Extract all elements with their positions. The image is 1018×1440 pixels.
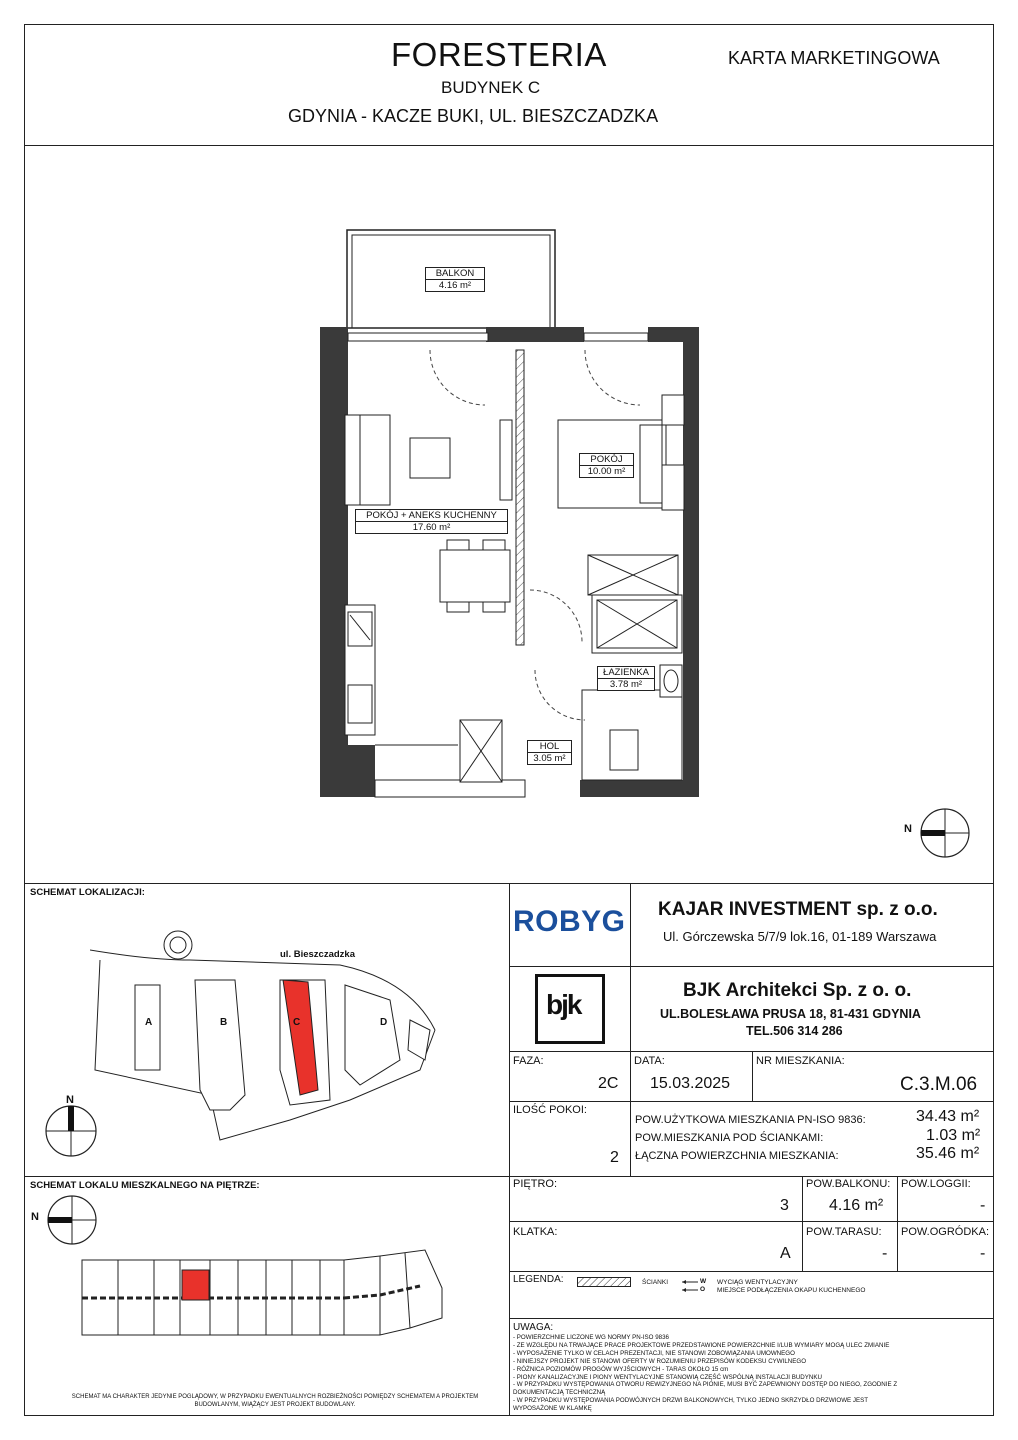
- legend-o-text: MIEJSCE PODŁĄCZENIA OKAPU KUCHENNEGO: [717, 1287, 866, 1294]
- loggia-label: POW.LOGGII:: [901, 1178, 971, 1190]
- note-item: - POWIERZCHNIE LICZONE WG NORMY PN-ISO 9836: [513, 1334, 669, 1341]
- faza-value: 2C: [598, 1075, 619, 1092]
- note-item: - W PRZYPADKU WYSTĘPOWANIA OTWORU REWIZYJNEGO NA PIONIE, MUSI BYĆ ZAPEWNIONY DOSTĘP DO NIEGO, ZGODNIE Z DOKUMENTACJĄ TECHNICZNĄ: [513, 1381, 898, 1397]
- compass-icon: [905, 808, 975, 860]
- note-item: - WYPOSAŻENIE TYLKO W CELACH PREZENTACJI, NIE STANOWI ZOBOWIĄZANIA UMOWNEGO: [513, 1349, 795, 1357]
- architect-name: BJK Architekci Sp. z o. o.: [683, 980, 912, 1001]
- architect-address: UL.BOLESŁAWA PRUSA 18, 81-431 GDYNIA: [660, 1007, 921, 1021]
- dining-table: [440, 550, 510, 602]
- project-title: FORESTERIA: [391, 36, 607, 73]
- note-item: - W PRZYPADKU WYSTĘPOWANIA PODWÓJNYCH DRZWI BALKONOWYCH, TYLKO JEDNO SKRZYDŁO DRZWIOWE JEST WYPOSAŻONE W KLAMKĘ: [513, 1397, 868, 1413]
- compass-letter: N: [904, 823, 912, 835]
- note-item: - ZE WZGLĘDU NA TRWAJĄCE PRACE PROJEKTOWE PRZEDSTAWIONE POWIERZCHNIE I/LUB WYMIARY MOGĄ ULEC ZMIANIE: [513, 1341, 890, 1349]
- floor-scheme-compass-icon: [30, 1194, 100, 1246]
- partition-wall: [516, 350, 524, 645]
- floor-scheme-disclaimer: SCHEMAT MA CHARAKTER JEDYNIE POGLĄDOWY, W PRZYPADKU EWENTUALNYCH ROZBIEŻNOŚCI POMIĘDZY SCHEMATEM A PROJEKTEM BUDOWLANYM, WIĄŻĄCY JEST PROJEKT BUDOWLANY.: [71, 1394, 479, 1408]
- ogrodek-label: POW.OGRÓDKA:: [901, 1226, 990, 1238]
- ilosc-label: ILOŚĆ POKOI:: [513, 1104, 587, 1116]
- architect-phone: TEL.506 314 286: [746, 1024, 843, 1038]
- pietro-label: PIĘTRO:: [513, 1178, 558, 1190]
- robyg-logo: ROBYG: [513, 905, 626, 938]
- nr-label: NR MIESZKANIA:: [756, 1055, 845, 1067]
- notes-list: [513, 1334, 988, 1413]
- wall-right: [683, 327, 699, 797]
- floor-compass-letter: N: [31, 1211, 39, 1223]
- wall-hatch-icon: [577, 1277, 631, 1287]
- data-value: 15.03.2025: [650, 1075, 731, 1092]
- taras-value: -: [882, 1245, 888, 1262]
- address-line: GDYNIA - KACZE BUKI, UL. BIESZCZADZKA: [288, 106, 659, 126]
- pietro-value: 3: [780, 1197, 789, 1214]
- notes-label: UWAGA:: [513, 1322, 554, 1333]
- lower-vertical-divider: [509, 883, 510, 1416]
- note-item: - NINIEJSZY PROJEKT NIE STANOWI OFERTY W ROZUMIENIU PRZEPISÓW KODEKSU CYWILNEGO: [513, 1357, 807, 1365]
- ilosc-value: 2: [610, 1149, 619, 1166]
- room-label-bathroom: ŁAZIENKA 3.78 m²: [597, 666, 655, 691]
- legend-o-letter: O: [700, 1286, 706, 1293]
- wall-bottom-left: [320, 745, 375, 797]
- location-scheme-title: SCHEMAT LOKALIZACJI:: [30, 887, 145, 898]
- ogrodek-value: -: [980, 1245, 986, 1262]
- pow-laczna-label: ŁĄCZNA POWIERZCHNIA MIESZKANIA:: [635, 1150, 839, 1162]
- developer-address: Ul. Górczewska 5/7/9 lok.16, 01-189 Warszawa: [663, 929, 937, 944]
- room-label-balcony: BALKON 4.16 m²: [425, 267, 485, 292]
- location-compass-icon: [44, 1103, 99, 1158]
- floor-scheme-title: SCHEMAT LOKALU MIESZKALNEGO NA PIĘTRZE:: [30, 1180, 260, 1191]
- wall-bottom-right: [580, 780, 699, 797]
- arrows-icon: [680, 1277, 700, 1295]
- balkon-value: 4.16 m²: [829, 1197, 884, 1214]
- wall-left: [320, 327, 348, 797]
- loggia-value: -: [980, 1197, 986, 1214]
- data-label: DATA:: [634, 1055, 665, 1067]
- pow-sciany-value: 1.03 m²: [926, 1127, 981, 1144]
- legend-w-text: WYCIĄG WENTYLACYJNY: [717, 1279, 798, 1286]
- pow-uzytkowa-value: 34.43 m²: [916, 1108, 980, 1125]
- klatka-label: KLATKA:: [513, 1226, 558, 1238]
- header-divider: [24, 145, 994, 146]
- location-map: [90, 920, 440, 1150]
- bjk-logo: [535, 974, 605, 1044]
- faza-label: FAZA:: [513, 1055, 544, 1067]
- room-label-hall: HOL 3.05 m²: [527, 740, 572, 765]
- apartment-highlight: [182, 1270, 209, 1300]
- card-type: KARTA MARKETINGOWA: [728, 48, 940, 68]
- room-label-living-kitchen: POKÓJ + ANEKS KUCHENNY 17.60 m²: [355, 509, 508, 534]
- room-label-bedroom: POKÓJ 10.00 m²: [579, 453, 634, 478]
- pow-laczna-value: 35.46 m²: [916, 1145, 980, 1162]
- building-b-label: B: [220, 1017, 228, 1028]
- developer-name: KAJAR INVESTMENT sp. z o.o.: [658, 899, 938, 920]
- balkon-label: POW.BALKONU:: [806, 1178, 891, 1190]
- street-name: ul. Bieszczadzka: [280, 949, 355, 960]
- building-c-label: C: [293, 1017, 301, 1028]
- location-compass-letter: N: [66, 1094, 74, 1106]
- floor-scheme-map: [80, 1248, 450, 1340]
- bjk-logo-text: bjk: [546, 989, 581, 1020]
- legend-walls: ŚCIANKI: [642, 1279, 669, 1286]
- legend-w-letter: W: [700, 1278, 707, 1285]
- building-name: BUDYNEK C: [441, 78, 541, 97]
- legend-label: LEGENDA:: [513, 1274, 564, 1285]
- nr-value: C.3.M.06: [900, 1074, 978, 1095]
- note-item: - RÓŻNICA POZIOMÓW PROGÓW WYJŚCIOWYCH - TARAS OKOŁO 15 cm: [513, 1365, 729, 1373]
- building-a-label: A: [145, 1017, 153, 1028]
- taras-label: POW.TARASU:: [806, 1226, 882, 1238]
- klatka-value: A: [780, 1245, 791, 1262]
- pow-uzytkowa-label: POW.UŻYTKOWA MIESZKANIA PN-ISO 9836:: [635, 1114, 866, 1126]
- pow-sciany-label: POW.MIESZKANIA POD ŚCIANKAMI:: [635, 1132, 824, 1144]
- building-d-label: D: [380, 1017, 388, 1028]
- note-item: - PIONY KANALIZACYJNE I PIONY WENTYLACYJNE STANOWIĄ CZĘŚĆ WSPÓLNĄ INSTALACJI BUDYNKU: [513, 1373, 822, 1381]
